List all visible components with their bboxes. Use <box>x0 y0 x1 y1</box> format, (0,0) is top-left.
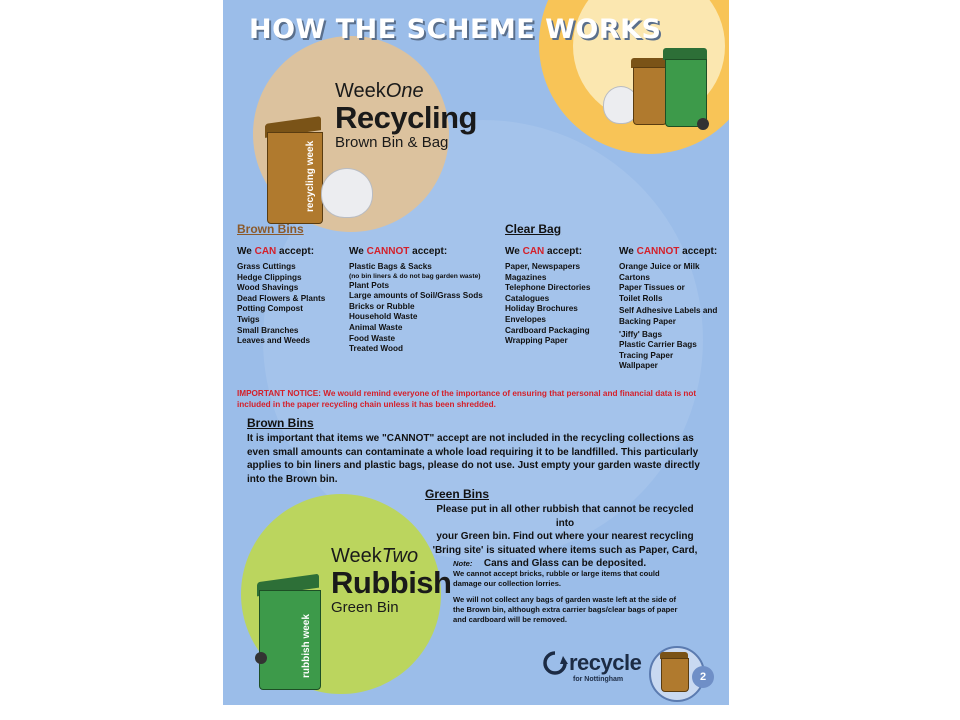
note-line: the Brown bin, although extra carrier bags/clear bags of paper <box>453 605 678 614</box>
list-item: Tracing Paper <box>619 350 674 360</box>
paragraph-line: Cans and Glass can be deposited. <box>483 558 647 570</box>
week-label: Week <box>331 545 382 567</box>
brown-bins-paragraph-heading: Brown Bins <box>247 416 314 430</box>
list-item: Grass Cuttings <box>237 262 296 271</box>
list-item: Twigs <box>237 314 260 324</box>
list-item: Catalogues <box>505 293 550 303</box>
note-label: Note: <box>453 559 473 568</box>
page-number-badge: 2 <box>692 666 714 688</box>
clear-bag-heading: Clear Bag <box>505 222 562 236</box>
list-item: Paper, Newspapers <box>505 262 581 271</box>
cannot-suffix: accept: <box>409 246 448 257</box>
logo-subtitle: for Nottingham <box>573 676 624 683</box>
can-suffix: accept: <box>544 246 583 257</box>
brown-can-column <box>237 246 325 347</box>
list-item: Potting Compost <box>237 304 303 314</box>
recycle-logo <box>541 650 641 676</box>
recycling-week-bin-text: recycling week <box>305 140 316 212</box>
logo-word: recycle <box>569 650 642 675</box>
list-item: Wrapping Paper <box>505 336 568 346</box>
week-two-heading <box>331 545 452 617</box>
paragraph-line: 'Bring site' is situated where items such as Paper, Card, <box>432 544 698 556</box>
list-item: Orange Juice or Milk <box>619 262 700 271</box>
clear-cannot-column <box>619 246 717 372</box>
recycling-clear-bag-icon <box>321 168 373 218</box>
brown-bins-list-heading: Brown Bins <box>237 222 304 236</box>
brown-bins-paragraph <box>247 432 700 486</box>
brown-cannot-header <box>349 246 483 258</box>
list-item: Paper Tissues or <box>619 283 685 293</box>
week-number: Two <box>381 545 419 567</box>
list-item: Magazines <box>505 272 547 282</box>
brown-cannot-column <box>349 246 483 355</box>
week-label: Week <box>335 80 386 102</box>
clear-can-column <box>505 246 590 347</box>
paragraph-line: your Green bin. Find out where your nearest recycling <box>436 531 694 543</box>
note-line: damage our collection lorries. <box>453 579 562 588</box>
list-item: Treated Wood <box>349 344 403 354</box>
can-word: CAN <box>254 246 277 257</box>
note-line: We will not collect any bags of garden waste left at the side of <box>453 595 677 604</box>
week-type: Recycling <box>335 100 477 135</box>
list-item: Cardboard Packaging <box>505 325 590 335</box>
list-item: Wallpaper <box>619 361 658 371</box>
important-notice <box>237 388 707 410</box>
list-item: Bricks or Rubble <box>349 301 415 311</box>
cannot-prefix: We <box>619 246 637 257</box>
list-item: 'Jiffy' Bags <box>619 329 663 339</box>
paragraph-line: applies to bin liners and plastic bags, please do not use. Just empty your garden waste directly <box>247 460 700 472</box>
week-bin: Brown Bin & Bag <box>335 134 449 151</box>
list-item: Cartons <box>619 272 650 282</box>
list-item: Holiday Brochures <box>505 304 578 314</box>
list-item: Envelopes <box>505 314 546 324</box>
list-item: Household Waste <box>349 312 418 322</box>
list-item: Large amounts of Soil/Grass Sods <box>349 291 483 301</box>
cannot-suffix: accept: <box>679 246 718 257</box>
can-prefix: We <box>237 246 255 257</box>
rubbish-week-bin-text: rubbish week <box>301 614 312 678</box>
cannot-prefix: We <box>349 246 367 257</box>
list-item: Animal Waste <box>349 322 403 332</box>
can-prefix: We <box>505 246 523 257</box>
paragraph-line: into the Brown bin. <box>247 473 338 485</box>
list-item: Dead Flowers & Plants <box>237 293 326 303</box>
list-item: Wood Shavings <box>237 283 299 293</box>
clear-can-header <box>505 246 590 258</box>
list-item: Hedge Clippings <box>237 272 302 282</box>
list-item: Plant Pots <box>349 280 390 290</box>
brown-can-header <box>237 246 325 258</box>
recycling-poster <box>223 0 729 705</box>
list-item: Toilet Rolls <box>619 293 663 303</box>
note-line: and cardboard will be removed. <box>453 615 567 624</box>
paragraph-line: It is important that items we "CANNOT" accept are not included in the recycling collections as <box>247 433 694 444</box>
can-word: CAN <box>522 246 545 257</box>
paragraph-line: Please put in all other rubbish that cannot be recycled into <box>436 504 694 529</box>
week-number: One <box>385 80 424 102</box>
page-title: HOW THE SCHEME WORKS <box>249 14 662 45</box>
list-item: Small Branches <box>237 325 299 335</box>
list-item: Telephone Directories <box>505 283 591 293</box>
can-suffix: accept: <box>276 246 315 257</box>
list-item: Plastic Carrier Bags <box>619 340 697 350</box>
paragraph-line: even small amounts can contaminate a whole load requiring it to be landfilled. This particularly <box>247 446 699 458</box>
clear-cannot-header <box>619 246 717 258</box>
list-item: Self Adhesive Labels and <box>619 306 718 316</box>
week-bin: Green Bin <box>331 599 399 616</box>
week-one-heading <box>335 80 477 152</box>
collection-note <box>453 559 678 625</box>
notice-line: included in the paper recycling chain unless it has been shredded. <box>237 400 496 409</box>
cannot-word: CANNOT <box>636 246 680 257</box>
list-item: Backing Paper <box>619 316 676 326</box>
recycle-arrow-icon <box>541 650 569 676</box>
notice-line: IMPORTANT NOTICE: We would remind everyone of the importance of ensuring that personal and financial data is not <box>237 389 697 398</box>
list-item: Food Waste <box>349 333 396 343</box>
note-line: We cannot accept bricks, rubble or large items that could <box>453 569 660 578</box>
green-bins-heading: Green Bins <box>425 487 490 501</box>
list-item: Plastic Bags & Sacks <box>349 262 432 271</box>
list-item-note: (no bin liners & do not bag garden waste) <box>349 272 481 280</box>
week-type: Rubbish <box>331 565 452 600</box>
cannot-word: CANNOT <box>366 246 410 257</box>
list-item: Leaves and Weeds <box>237 336 311 346</box>
